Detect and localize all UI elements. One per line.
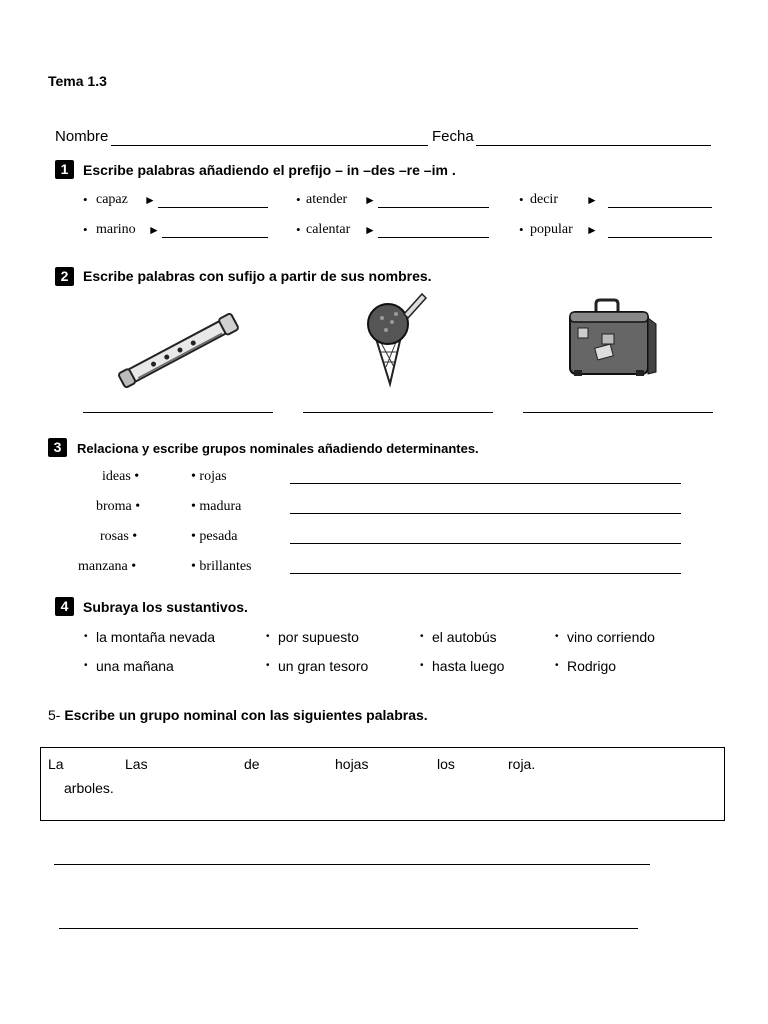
phrase[interactable]: vino corriendo xyxy=(567,629,655,645)
answer-line-5-1[interactable] xyxy=(54,864,650,865)
flute-icon xyxy=(110,310,250,390)
answer-line-decir[interactable] xyxy=(608,207,712,208)
answer-line-3-4[interactable] xyxy=(290,573,681,574)
phrase[interactable]: por supuesto xyxy=(278,629,359,645)
answer-line-ice-cream[interactable] xyxy=(303,412,493,413)
phrase[interactable]: una mañana xyxy=(96,658,174,674)
phrase[interactable]: Rodrigo xyxy=(567,658,617,674)
section-4-number: 4 xyxy=(55,597,74,616)
right-word: • madura xyxy=(191,499,242,514)
arrow-icon: ► xyxy=(144,193,156,207)
section-5-heading xyxy=(48,707,428,723)
bullet: • xyxy=(555,631,559,642)
box-word: de xyxy=(244,756,260,772)
arrow-icon: ► xyxy=(364,223,376,237)
section-5-title: Escribe un grupo nominal con las siguientes palabras. xyxy=(60,707,428,723)
answer-line-3-2[interactable] xyxy=(290,513,681,514)
section-4-title: Subraya los sustantivos. xyxy=(83,599,248,615)
answer-line-marino[interactable] xyxy=(162,237,268,238)
box-word: Las xyxy=(125,756,148,772)
bullet: • xyxy=(84,660,88,671)
answer-line-suitcase[interactable] xyxy=(523,412,713,413)
bullet: • xyxy=(519,222,524,237)
right-word: • rojas xyxy=(191,469,227,484)
fecha-field[interactable] xyxy=(476,145,711,146)
bullet: • xyxy=(420,660,424,671)
word-decir: decir xyxy=(530,192,558,207)
section-3-title: Relaciona y escribe grupos nominales añadiendo determinantes. xyxy=(77,441,479,456)
left-word: manzana • xyxy=(78,559,137,574)
answer-line-flute[interactable] xyxy=(83,412,273,413)
box-word: los xyxy=(437,756,455,772)
bullet: • xyxy=(266,660,270,671)
left-word: ideas • xyxy=(102,469,140,484)
box-word: La xyxy=(48,756,64,772)
word-marino: marino xyxy=(96,222,136,237)
section-3-number: 3 xyxy=(48,438,67,457)
nombre-label: Nombre xyxy=(55,128,109,145)
section-5-number: 5- xyxy=(48,707,61,723)
arrow-icon: ► xyxy=(586,223,598,237)
section-1-title: Escribe palabras añadiendo el prefijo – in –des –re –im . xyxy=(83,162,456,178)
answer-line-calentar[interactable] xyxy=(378,237,489,238)
bullet: • xyxy=(296,222,301,237)
suitcase-icon xyxy=(562,298,662,382)
bullet: • xyxy=(519,192,524,207)
phrase[interactable]: el autobús xyxy=(432,629,497,645)
left-word: broma • xyxy=(96,499,141,514)
answer-line-capaz[interactable] xyxy=(158,207,268,208)
bullet: • xyxy=(266,631,270,642)
box-word: arboles. xyxy=(64,780,114,796)
box-word: hojas xyxy=(335,756,369,772)
arrow-icon: ► xyxy=(148,223,160,237)
arrow-icon: ► xyxy=(364,193,376,207)
bullet: • xyxy=(83,222,88,237)
box-word: roja. xyxy=(508,756,536,772)
right-word: • brillantes xyxy=(191,559,252,574)
word-calentar: calentar xyxy=(306,222,351,237)
word-atender: atender xyxy=(306,192,348,207)
section-2-number: 2 xyxy=(55,267,74,286)
ice-cream-icon xyxy=(360,292,432,388)
bullet: • xyxy=(420,631,424,642)
answer-line-5-2[interactable] xyxy=(59,928,638,929)
arrow-icon: ► xyxy=(586,193,598,207)
right-word: • pesada xyxy=(191,529,238,544)
bullet: • xyxy=(296,192,301,207)
answer-line-3-3[interactable] xyxy=(290,543,681,544)
section-2-title: Escribe palabras con sufijo a partir de sus nombres. xyxy=(83,268,432,284)
bullet: • xyxy=(84,631,88,642)
phrase[interactable]: la montaña nevada xyxy=(96,629,216,645)
page-title: Tema 1.3 xyxy=(48,73,107,89)
section-1-number: 1 xyxy=(55,160,74,179)
answer-line-3-1[interactable] xyxy=(290,483,681,484)
bullet: • xyxy=(555,660,559,671)
phrase[interactable]: un gran tesoro xyxy=(278,658,369,674)
word-popular: popular xyxy=(530,222,573,237)
word-capaz: capaz xyxy=(96,192,128,207)
nombre-field[interactable] xyxy=(111,145,428,146)
answer-line-popular[interactable] xyxy=(608,237,712,238)
left-word: rosas • xyxy=(100,529,138,544)
bullet: • xyxy=(83,192,88,207)
fecha-label: Fecha xyxy=(432,128,474,145)
answer-line-atender[interactable] xyxy=(378,207,489,208)
phrase[interactable]: hasta luego xyxy=(432,658,505,674)
